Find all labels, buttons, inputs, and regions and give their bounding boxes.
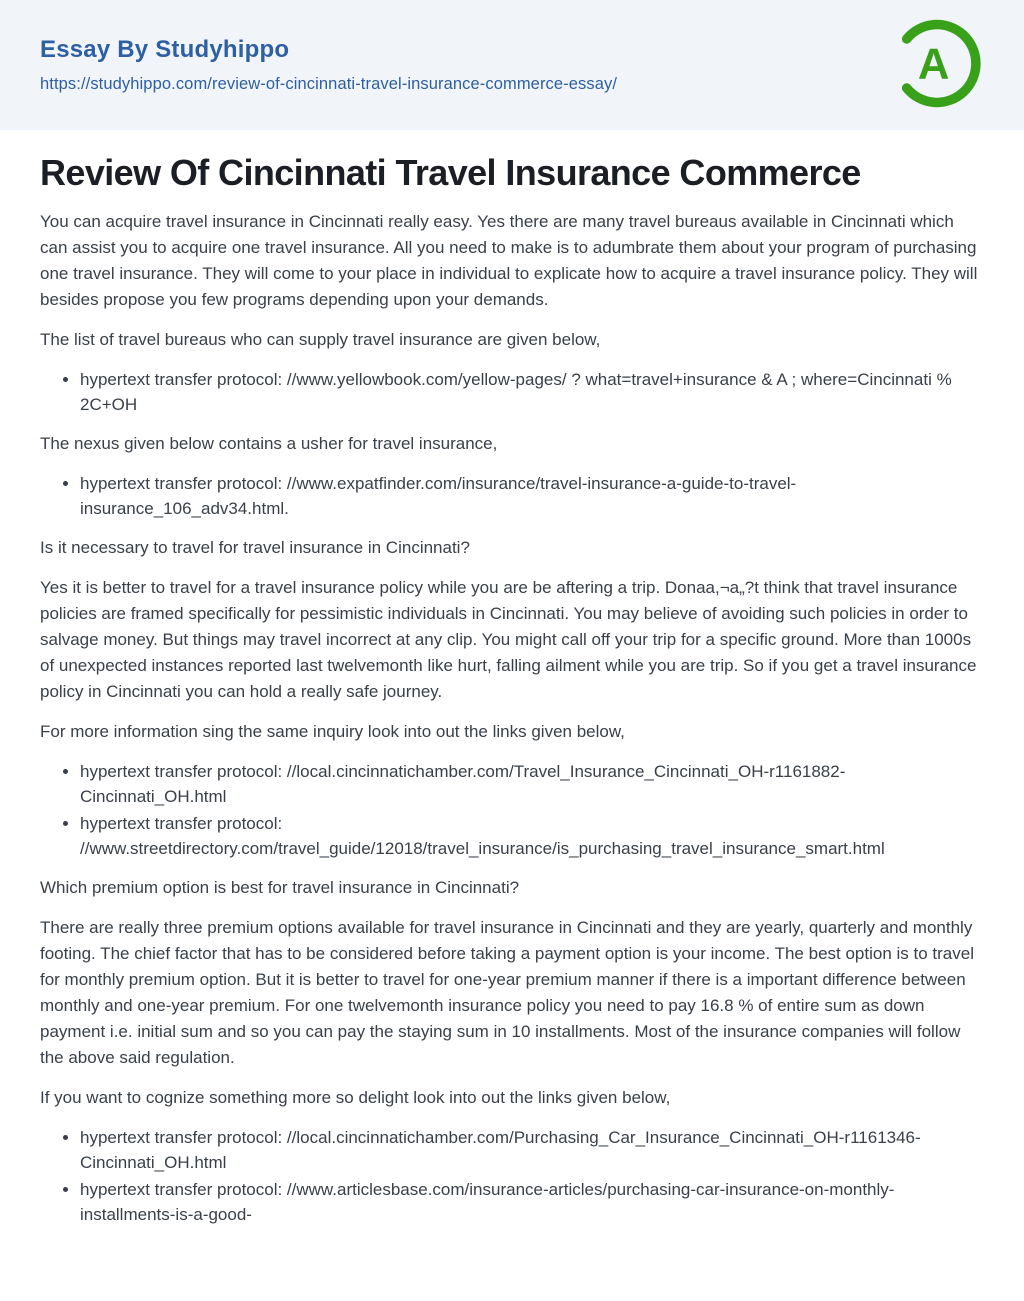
article-title: Review Of Cincinnati Travel Insurance Commerce bbox=[40, 152, 861, 193]
list-item-url: • hypertext transfer protocol: //www.articlesbase.com/insurance-articles/purchasing-car-insurance-on-monthly-installments-is-a-good- bbox=[80, 1177, 984, 1227]
list-item-url: • hypertext transfer protocol: //www.yellowbook.com/yellow-pages/ ? what=travel+insurance & A ; where=Cincinnati % 2C+OH bbox=[80, 367, 984, 417]
header-text bbox=[40, 36, 617, 95]
link-list-bureaus bbox=[40, 367, 984, 417]
logo-letter: A bbox=[917, 39, 950, 89]
site-title: Essay By Studyhippo bbox=[40, 35, 290, 63]
paragraph-cognize-lead: If you want to cognize something more so delight look into out the links given below, bbox=[40, 1088, 671, 1108]
paragraph-intro: You can acquire travel insurance in Cincinnati really easy. Yes there are many travel bureaus available in Cincinnati which can assist you to acquire one travel insurance. All you need to make is to adumbrate them about your program of purchasing one travel insurance. They will come to your place in individual to explicate how to acquire a travel insurance policy. They will besides propose you few programs depending upon your demands. bbox=[40, 212, 978, 310]
page-url: https://studyhippo.com/review-of-cincinnati-travel-insurance-commerce-essay/ bbox=[40, 75, 618, 94]
list-item-url: • hypertext transfer protocol: //www.streetdirectory.com/travel_guide/12018/travel_insurance/is_purchasing_travel_insurance_smart.html bbox=[80, 811, 984, 861]
paragraph-more-info-lead: For more information sing the same inquiry look into out the links given below, bbox=[40, 722, 625, 742]
site-header bbox=[0, 0, 1024, 130]
paragraph-question-necessary: Is it necessary to travel for travel insurance in Cincinnati? bbox=[40, 538, 470, 558]
link-list-guide bbox=[40, 471, 984, 521]
list-item-url: • hypertext transfer protocol: //local.cincinnatichamber.com/Purchasing_Car_Insurance_Cincinnati_OH-r1161346-Cincinnati_OH.html bbox=[80, 1125, 984, 1175]
list-item-url: • hypertext transfer protocol: //local.cincinnatichamber.com/Travel_Insurance_Cincinnati_OH-r1161882-Cincinnati_OH.html bbox=[80, 759, 984, 809]
paragraph-bureau-list-lead: The list of travel bureaus who can supply travel insurance are given below, bbox=[40, 330, 601, 350]
link-list-cognize bbox=[40, 1125, 984, 1227]
article bbox=[0, 130, 1024, 1301]
paragraph-premium-answer: There are really three premium options available for travel insurance in Cincinnati and they are yearly, quarterly and monthly footing. The chief factor that has to be considered before taking a payment option is your income. The best option is to travel for monthly premium option. But it is better to travel for one-year premium manner if there is a important difference between monthly and one-year premium. For one twelvemonth insurance policy you need to pay 16.8 % of entire sum as down payment i.e. initial sum and so you can pay the staying sum in 10 installments. Most of the insurance companies will follow the above said regulation. bbox=[40, 918, 974, 1068]
link-list-more-info bbox=[40, 759, 984, 861]
paragraph-question-premium: Which premium option is best for travel insurance in Cincinnati? bbox=[40, 878, 520, 898]
studyhippo-logo-icon bbox=[889, 16, 984, 111]
list-item-url: • hypertext transfer protocol: //www.expatfinder.com/insurance/travel-insurance-a-guide-to-travel-insurance_106_adv34.html. bbox=[80, 471, 984, 521]
paragraph-necessary-answer: Yes it is better to travel for a travel insurance policy while you are be aftering a trip. Donaa,¬a„?t think that travel insurance policies are framed specifically for pessimistic individuals in Cincinnati. You may believe of avoiding such policies in order to salvage money. But things may travel incorrect at any clip. You might call off your trip for a specific ground. More than 1000s of unexpected instances reported last twelvemonth like hurt, falling ailment while you are trip. So if you get a travel insurance policy in Cincinnati you can hold a really safe journey. bbox=[40, 578, 977, 702]
paragraph-guide-lead: The nexus given below contains a usher for travel insurance, bbox=[40, 434, 498, 454]
